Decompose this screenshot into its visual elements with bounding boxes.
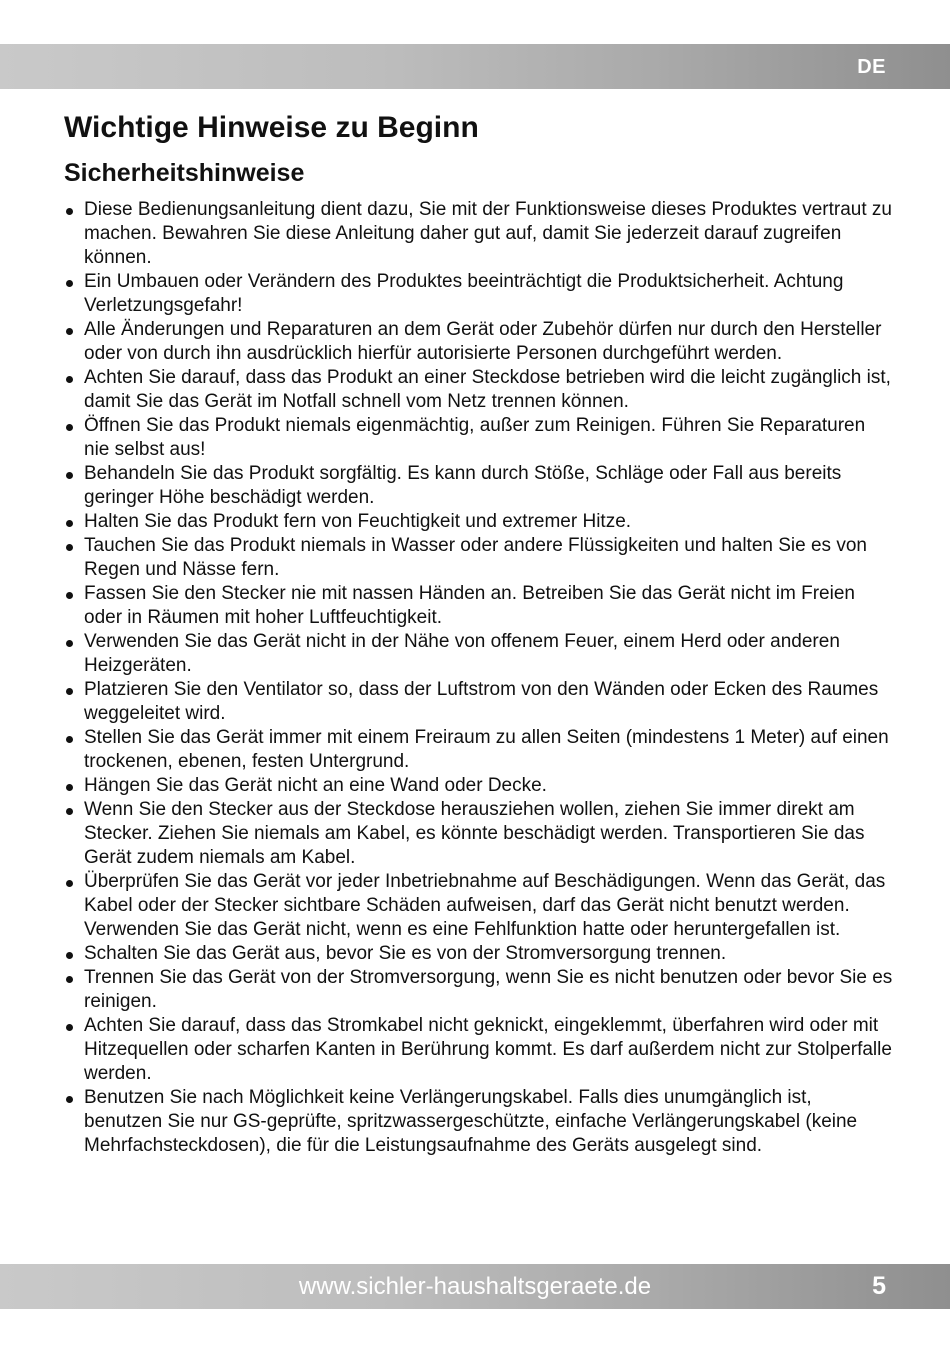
bullet-icon <box>66 1024 73 1031</box>
list-item-text: Fassen Sie den Stecker nie mit nassen Händen an. Betreiben Sie das Gerät nicht im Freien oder in Räumen mit hoher Luftfeuchtigkeit. <box>84 583 855 628</box>
list-item-text: Achten Sie darauf, dass das Produkt an einer Steckdose betrieben wird die leicht zugänglich ist, damit Sie das Gerät im Notfall schnell vom Netz trennen können. <box>84 367 891 412</box>
bullet-icon <box>66 424 73 431</box>
list-item <box>64 798 894 870</box>
bullet-icon <box>66 1096 73 1103</box>
list-item <box>64 870 894 942</box>
website-link[interactable]: www.sichler-haushaltsgeraete.de <box>298 1273 652 1300</box>
list-item-text: Stellen Sie das Gerät immer mit einem Freiraum zu allen Seiten (mindestens 1 Meter) auf einen trockenen, ebenen, festen Untergrund. <box>84 727 889 772</box>
list-item <box>64 510 894 534</box>
bullet-icon <box>66 640 73 647</box>
list-item <box>64 318 894 366</box>
bullet-icon <box>66 736 73 743</box>
bullet-icon <box>66 544 73 551</box>
bullet-icon <box>66 880 73 887</box>
bullet-icon <box>66 472 73 479</box>
list-item-text: Alle Änderungen und Reparaturen an dem Gerät oder Zubehör dürfen nur durch den Hersteller oder von durch ihn ausdrücklich hierfür autorisierte Personen durchgeführt werden. <box>84 319 882 364</box>
bullet-icon <box>66 328 73 335</box>
list-item-text: Ein Umbauen oder Verändern des Produktes beeinträchtigt die Produktsicherheit. Achtung Verletzungsgefahr! <box>84 271 844 316</box>
language-label: DE <box>857 56 886 78</box>
list-item <box>64 270 894 318</box>
list-item <box>64 726 894 774</box>
list-item-text: Benutzen Sie nach Möglichkeit keine Verlängerungskabel. Falls dies unumgänglich ist, benutzen Sie nur GS-geprüfte, spritzwassergeschützte, einfache Verlängerungskabel (keine Mehrfachsteckdosen), die für die Leistungsaufnahme des Geräts ausgelegt sind. <box>84 1087 858 1156</box>
list-item-text: Behandeln Sie das Produkt sorgfältig. Es kann durch Stöße, Schläge oder Fall aus bereits geringer Höhe beschädigt werden. <box>84 463 842 508</box>
header-bar <box>0 44 950 89</box>
bullet-icon <box>66 208 73 215</box>
list-item-text: Verwenden Sie das Gerät nicht in der Nähe von offenem Feuer, einem Herd oder anderen Heizgeräten. <box>84 631 840 676</box>
list-item-text: Tauchen Sie das Produkt niemals in Wasser oder andere Flüssigkeiten und halten Sie es von Regen und Nässe fern. <box>84 535 867 580</box>
list-item-text: Achten Sie darauf, dass das Stromkabel nicht geknickt, eingeklemmt, überfahren wird oder mit Hitzequellen oder scharfen Kanten in Berührung kommt. Es darf außerdem nicht zur Stolperfalle werden. <box>84 1015 892 1084</box>
list-item <box>64 534 894 582</box>
bullet-icon <box>66 688 73 695</box>
footer-bar <box>0 1264 950 1309</box>
list-item-text: Halten Sie das Produkt fern von Feuchtigkeit und extremer Hitze. <box>84 511 632 532</box>
list-item <box>64 366 894 414</box>
list-item <box>64 774 894 798</box>
bullet-icon <box>66 952 73 959</box>
safety-notes-list <box>64 198 894 1158</box>
list-item-text: Schalten Sie das Gerät aus, bevor Sie es von der Stromversorgung trennen. <box>84 943 727 964</box>
list-item-text: Wenn Sie den Stecker aus der Steckdose herausziehen wollen, ziehen Sie immer direkt am Stecker. Ziehen Sie niemals am Kabel, es könnte beschädigt werden. Transportieren Sie das Gerät zudem niemals am Kabel. <box>84 799 865 868</box>
list-item <box>64 582 894 630</box>
list-item <box>64 630 894 678</box>
bullet-icon <box>66 520 73 527</box>
list-item-text: Überprüfen Sie das Gerät vor jeder Inbetriebnahme auf Beschädigungen. Wenn das Gerät, das Kabel oder der Stecker sichtbare Schäden aufweisen, darf das Gerät nicht benutzt werden. Verwenden Sie das Gerät nicht, wenn es eine Fehlfunktion hatte oder heruntergefallen ist. <box>84 871 886 940</box>
list-item <box>64 462 894 510</box>
page-content <box>64 108 894 1158</box>
list-item <box>64 1086 894 1158</box>
bullet-icon <box>66 808 73 815</box>
list-item <box>64 414 894 462</box>
list-item-text: Hängen Sie das Gerät nicht an eine Wand oder Decke. <box>84 775 547 796</box>
list-item <box>64 1014 894 1086</box>
bullet-icon <box>66 976 73 983</box>
page-title: Wichtige Hinweise zu Beginn <box>64 111 479 144</box>
list-item-text: Diese Bedienungsanleitung dient dazu, Sie mit der Funktionsweise dieses Produktes vertraut zu machen. Bewahren Sie diese Anleitung daher gut auf, damit Sie jederzeit darauf zugreifen können. <box>84 199 892 268</box>
bullet-icon <box>66 280 73 287</box>
list-item-text: Öffnen Sie das Produkt niemals eigenmächtig, außer zum Reinigen. Führen Sie Reparaturen nie selbst aus! <box>84 415 866 460</box>
list-item <box>64 966 894 1014</box>
bullet-icon <box>66 376 73 383</box>
list-item <box>64 198 894 270</box>
bullet-icon <box>66 592 73 599</box>
list-item-text: Trennen Sie das Gerät von der Stromversorgung, wenn Sie es nicht benutzen oder bevor Sie es reinigen. <box>84 967 893 1012</box>
page-number: 5 <box>872 1272 886 1300</box>
list-item <box>64 942 894 966</box>
section-heading: Sicherheitshinweise <box>64 159 305 187</box>
list-item <box>64 678 894 726</box>
list-item-text: Platzieren Sie den Ventilator so, dass der Luftstrom von den Wänden oder Ecken des Raumes weggeleitet wird. <box>84 679 879 724</box>
bullet-icon <box>66 784 73 791</box>
